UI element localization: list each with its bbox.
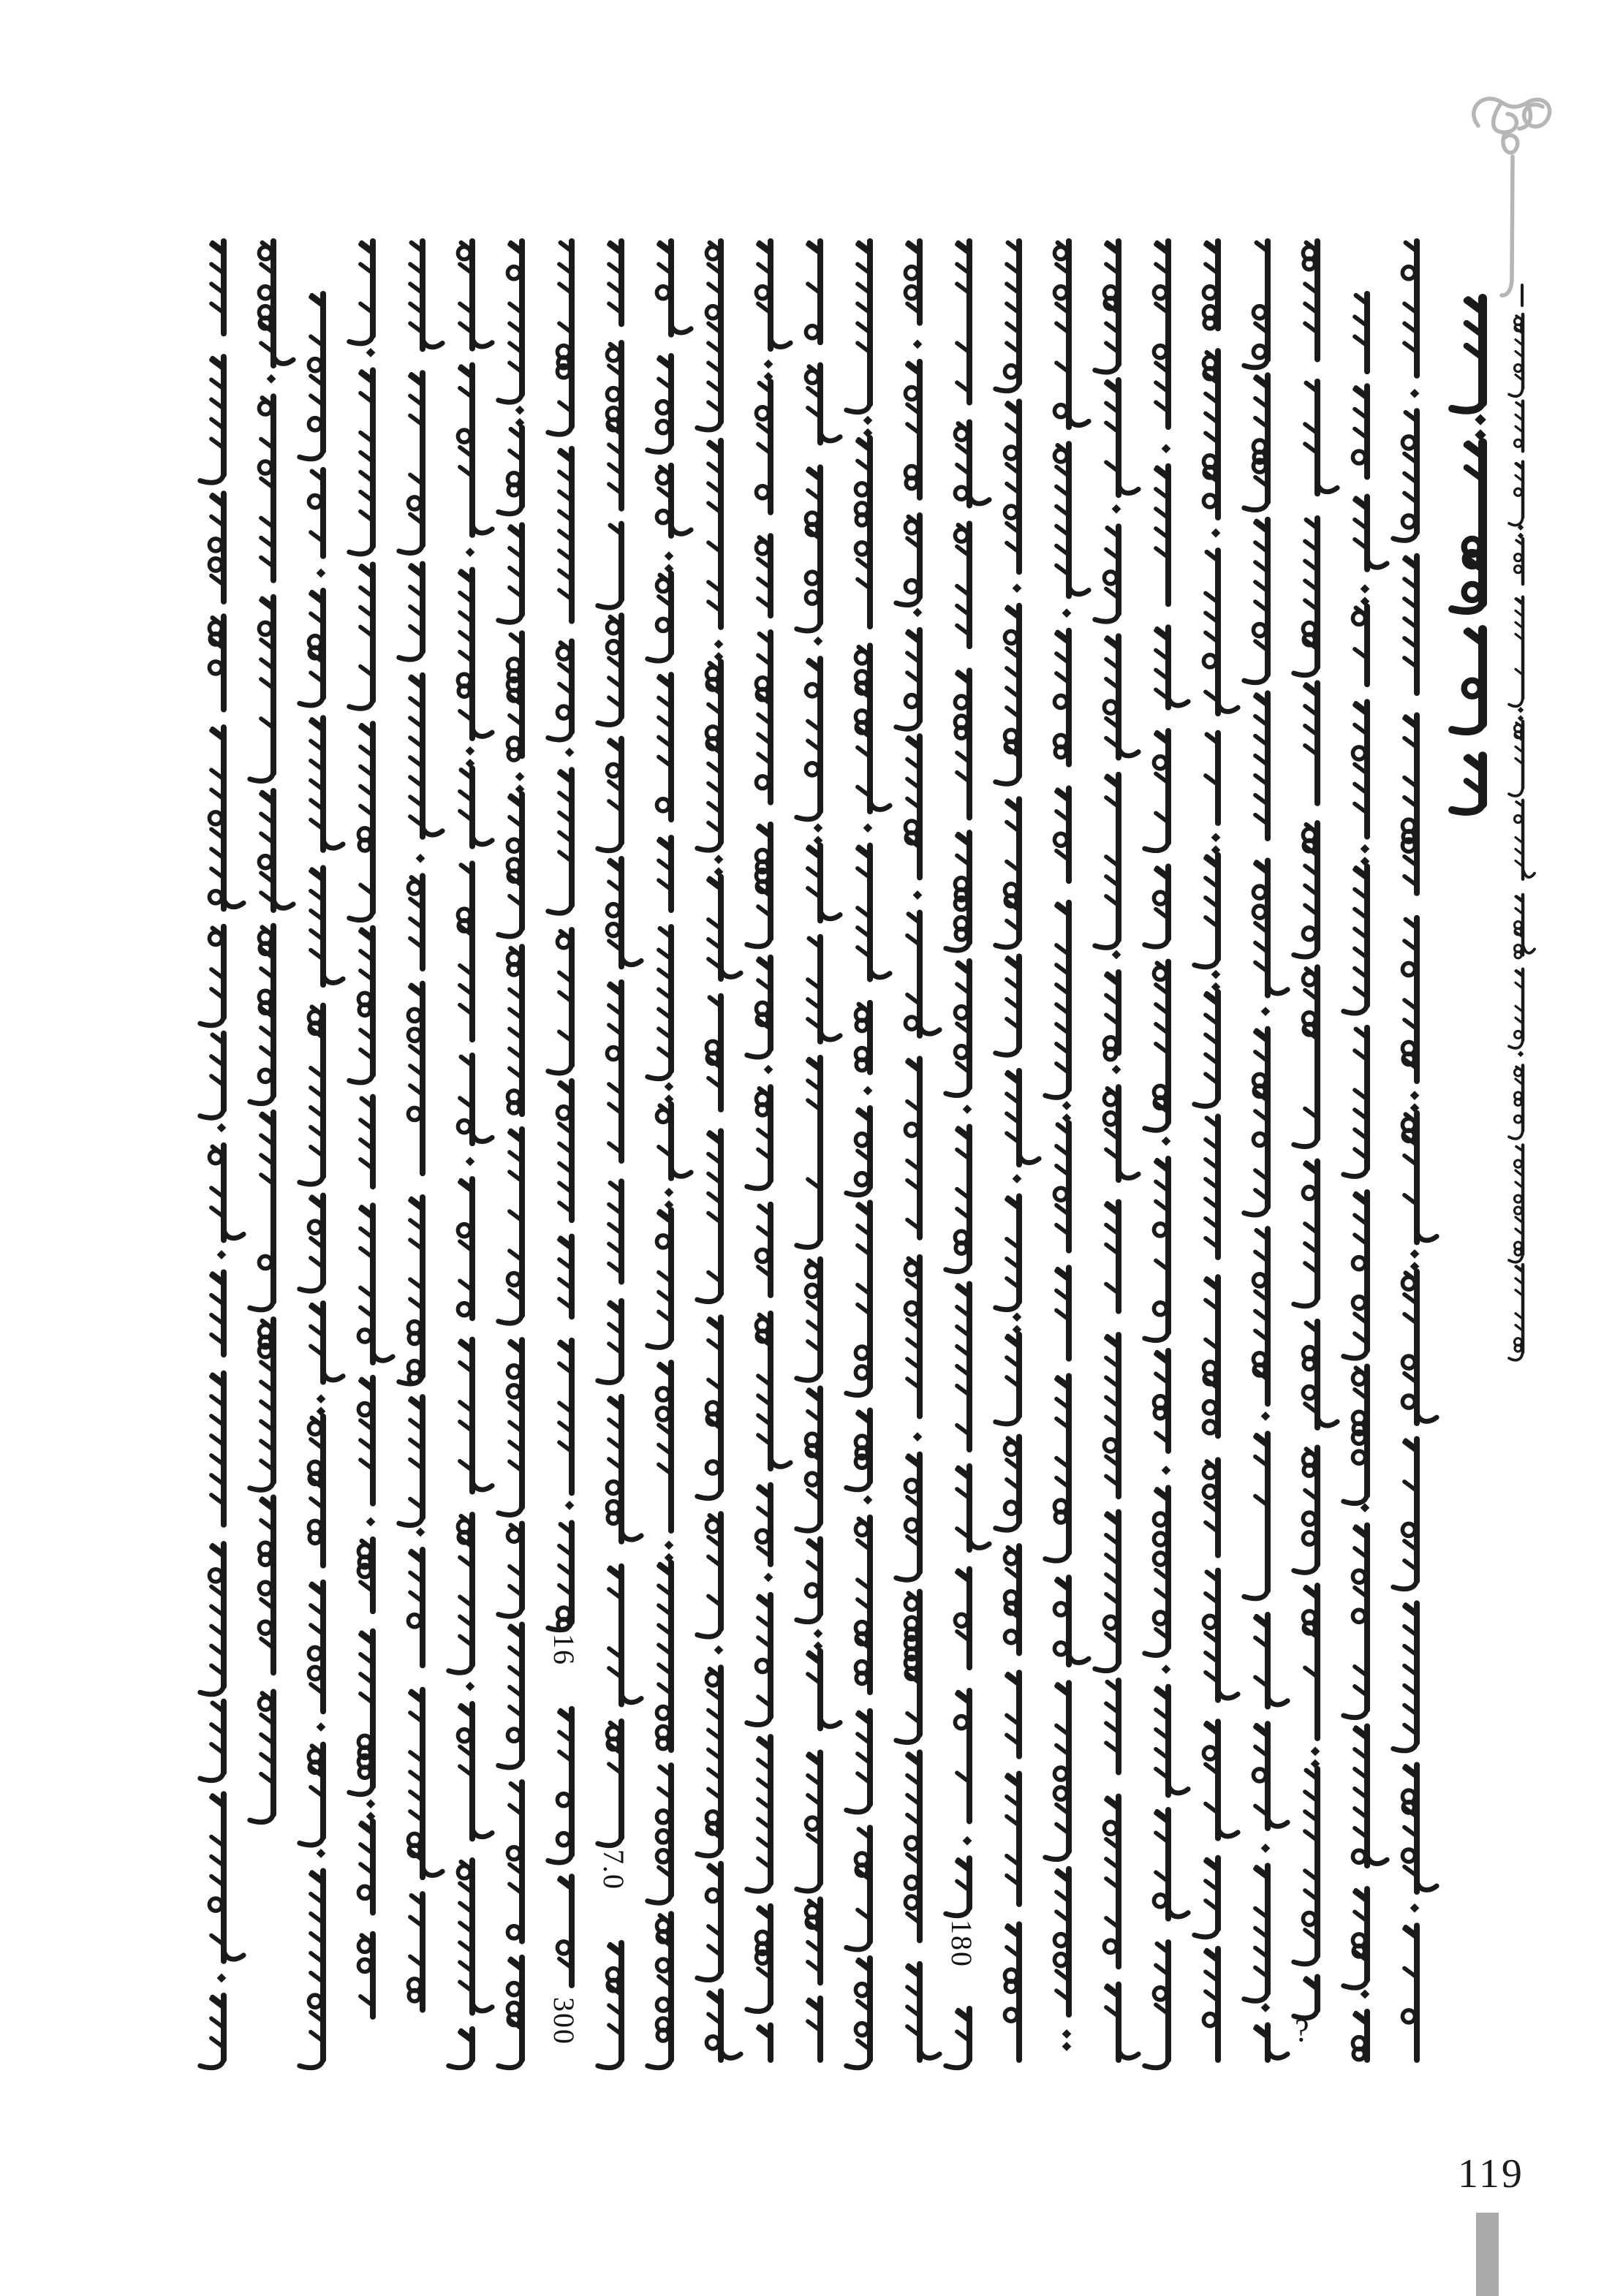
text-column	[349, 241, 393, 2017]
text-column	[1344, 294, 1388, 2060]
inline-number: 300	[548, 1997, 580, 2045]
text-column	[399, 241, 443, 2010]
text-column	[1095, 241, 1139, 2060]
text-column	[499, 241, 525, 2068]
text-column	[896, 241, 940, 2060]
text-column	[548, 241, 575, 1985]
running-header-column	[1509, 314, 1535, 1360]
text-column	[847, 241, 890, 2068]
text-column	[300, 294, 344, 2068]
text-column	[797, 241, 841, 2060]
inline-number: 180	[945, 1920, 978, 1968]
page-number: 119	[1458, 2151, 1524, 2197]
text-column	[1195, 241, 1238, 2060]
text-column	[1294, 241, 1338, 2018]
inline-number: 16	[548, 1634, 580, 1666]
text-column	[996, 241, 1040, 2060]
footer-gray-bar	[1476, 2213, 1499, 2296]
text-column	[946, 241, 990, 2068]
text-column	[747, 241, 790, 2060]
text-column	[1045, 241, 1089, 2051]
inline-number: 7.0	[597, 1849, 630, 1890]
text-column	[697, 241, 741, 2060]
text-column	[250, 241, 294, 1822]
text-column	[449, 241, 493, 2068]
text-column	[200, 241, 244, 2068]
section-title-column	[1452, 298, 1486, 812]
text-column	[1393, 241, 1437, 2060]
text-column	[598, 241, 642, 2068]
text-column	[1244, 241, 1288, 2060]
text-column	[648, 241, 692, 2068]
inline-number: ?	[1295, 2012, 1311, 2048]
text-column	[1145, 241, 1189, 2068]
